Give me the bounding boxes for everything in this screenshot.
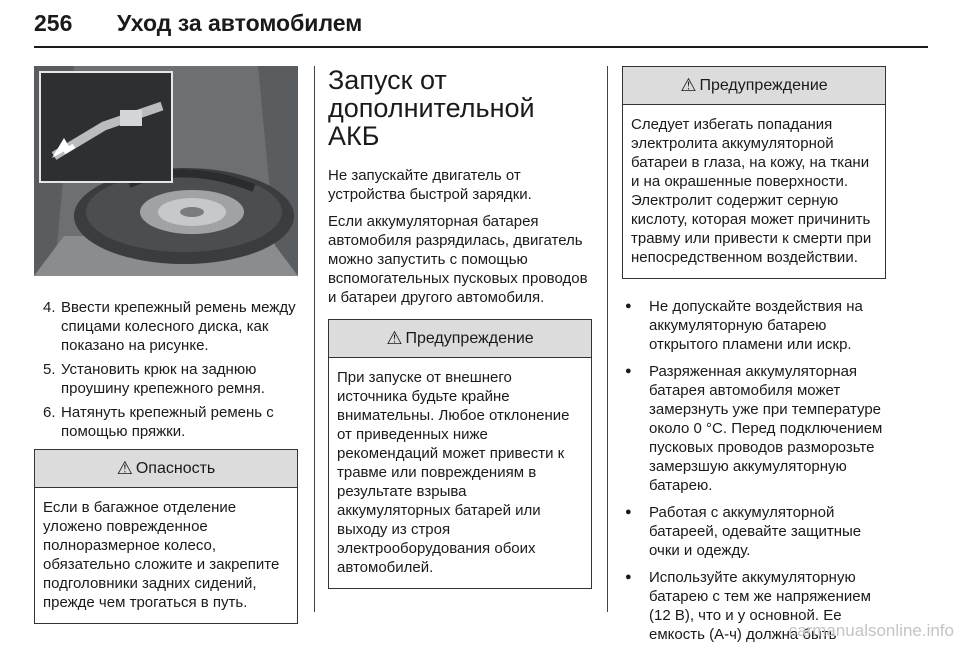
jump-start-paragraph-2: Если аккумуляторная батарея автомобиля разрядилась, двигатель можно запустить с помощью вспомогательных пусковых проводов и батареи другого автомобиля. xyxy=(328,213,588,306)
warning-triangle-icon: ⚠ xyxy=(386,328,403,348)
list-item: ● Используйте аккумуляторную батарею с тем же напряжением (12 В), что и у основной. Ее емкость (А-ч) должна быть xyxy=(622,568,886,644)
warning-triangle-icon: ⚠ xyxy=(680,75,697,95)
column-3 xyxy=(622,66,886,652)
bullet-list xyxy=(622,297,886,644)
warning-triangle-icon: ⚠ xyxy=(116,458,133,478)
steps-list xyxy=(34,298,298,441)
list-item: ● Работая с аккумуляторной батареей, одевайте защитные очки и одежду. xyxy=(622,503,886,560)
warning-box-header xyxy=(329,320,591,358)
warning-box-1 xyxy=(328,319,592,589)
danger-box-header xyxy=(35,450,297,488)
list-item: 6. Натянуть крепежный ремень с помощью пряжки. xyxy=(43,404,274,440)
spare-wheel-photo xyxy=(34,66,298,276)
watermark: carmanualsonline.info xyxy=(788,621,954,640)
list-item: 4. Ввести крепежный ремень между спицами колесного диска, как показано на рисунке. xyxy=(43,299,296,354)
warning-text: При запуске от внешнего источника будьте крайне внимательны. Любое отклонение от приведенных ниже рекомендаций может привести к травме или повреждениям в результате взрыва аккумуляторных батарей или выходу из строя электрооборудования обоих автомобилей. xyxy=(337,369,570,576)
warning-title: Предупреждение xyxy=(405,329,534,347)
column-divider xyxy=(314,66,315,612)
warning-box-header xyxy=(623,67,885,105)
column-1 xyxy=(34,66,298,624)
list-item: 5. Установить крюк на заднюю проушину крепежного ремня. xyxy=(43,361,265,397)
danger-title: Опасность xyxy=(135,459,216,477)
jump-start-paragraph-1: Не запускайте двигатель от устройства быстрой зарядки. xyxy=(328,167,532,203)
column-divider xyxy=(607,66,608,612)
list-item: ● Не допускайте воздействия на аккумуляторную батарею открытого пламени или искр. xyxy=(622,297,886,354)
column-2 xyxy=(328,66,592,589)
list-item: ● Разряженная аккумуляторная батарея автомобиля может замерзнуть уже при температуре около 0 °C. Перед подключением пусковых проводов разморозьте замерзшую аккумуляторную батарею. xyxy=(622,362,886,495)
page-header xyxy=(34,0,928,48)
danger-text: Если в багажное отделение уложено поврежденное полноразмерное колесо, обязательно сложите и закрепите подголовники задних сидений, прежде чем трогаться в путь. xyxy=(43,499,280,611)
page-number: 256 xyxy=(34,10,73,36)
spare-wheel-illustration xyxy=(34,66,298,276)
jump-start-heading: Запуск от дополнительной АКБ xyxy=(328,65,535,151)
section-title: Уход за автомобилем xyxy=(117,10,363,36)
danger-box xyxy=(34,449,298,624)
warning-text: Следует избегать попадания электролита аккумуляторной батареи в глаза, на кожу, на ткани и на окрашенные поверхности. Электролит содержит серную кислоту, которая может причинить травму или привести к смерти при непосредственном воздействии. xyxy=(631,116,872,266)
warning-box-2 xyxy=(622,66,886,279)
warning-title: Предупреждение xyxy=(699,76,828,94)
